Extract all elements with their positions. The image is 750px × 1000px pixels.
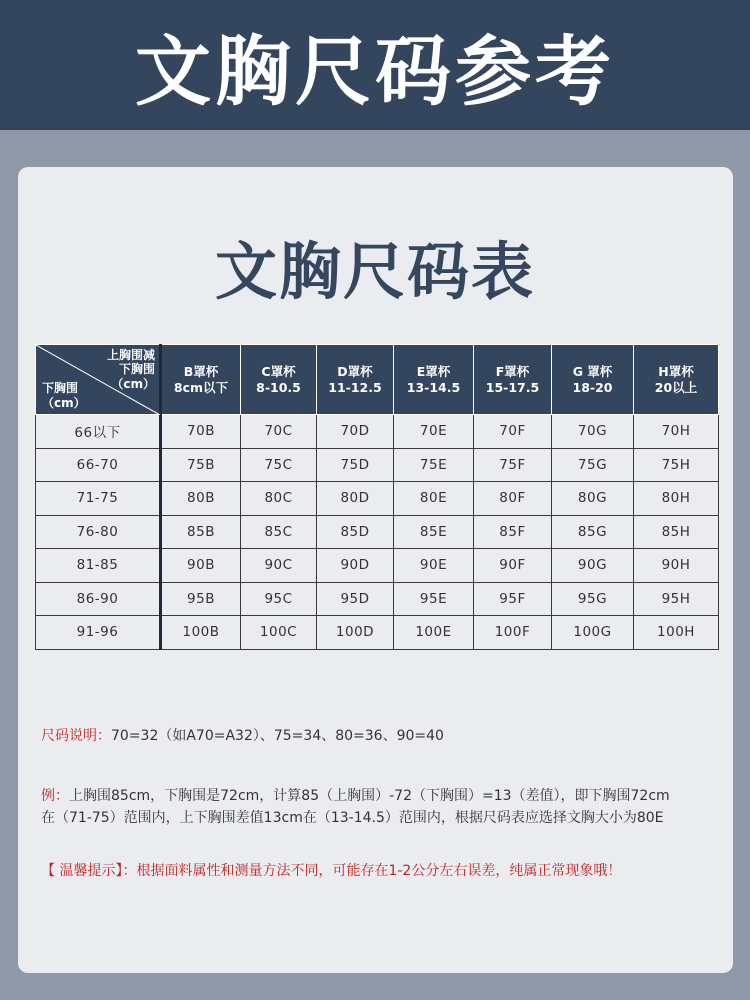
- cup-header-d: D罩杯 11-12.5: [317, 345, 394, 415]
- size-cell: 95H: [634, 582, 719, 616]
- size-cell: 80B: [161, 482, 241, 516]
- table-header-row: [36, 345, 719, 415]
- corner-bottom-label: [42, 381, 86, 410]
- size-cell: 80F: [474, 482, 552, 516]
- underbust-cell: 86-90: [36, 582, 161, 616]
- example-label: 例：: [41, 788, 69, 804]
- size-cell: 75H: [634, 448, 719, 482]
- size-cell: 75F: [474, 448, 552, 482]
- corner-top-line: 下胸围: [118, 362, 155, 377]
- size-cell: 80H: [634, 482, 719, 516]
- underbust-cell: 76-80: [36, 515, 161, 549]
- example-text-1: 上胸围85cm，下胸围是72cm，计算85（上胸围）-72（下胸围）=13（差值），即下胸围72cm: [69, 788, 670, 804]
- size-cell: 95B: [161, 582, 241, 616]
- header-banner: [0, 0, 750, 130]
- cup-header-g: G 罩杯 18-20: [552, 345, 634, 415]
- size-cell: 85D: [317, 515, 394, 549]
- size-cell: 70F: [474, 415, 552, 449]
- underbust-cell: 71-75: [36, 482, 161, 516]
- size-cell: 70B: [161, 415, 241, 449]
- size-cell: 90G: [552, 549, 634, 583]
- size-cell: 85E: [394, 515, 474, 549]
- size-cell: 90H: [634, 549, 719, 583]
- size-cell: 70C: [241, 415, 317, 449]
- size-cell: 75D: [317, 448, 394, 482]
- table-row: [36, 515, 719, 549]
- chart-title: 文胸尺码表: [214, 235, 535, 308]
- size-cell: 80D: [317, 482, 394, 516]
- size-cell: 95D: [317, 582, 394, 616]
- size-cell: 100D: [317, 616, 394, 650]
- table-row: [36, 582, 719, 616]
- corner-bottom-line: （cm）: [42, 395, 86, 410]
- underbust-cell: 81-85: [36, 549, 161, 583]
- size-cell: 90B: [161, 549, 241, 583]
- size-cell: 90E: [394, 549, 474, 583]
- table-row: [36, 415, 719, 449]
- size-cell: 100H: [634, 616, 719, 650]
- size-cell: 95F: [474, 582, 552, 616]
- size-cell: 100E: [394, 616, 474, 650]
- size-cell: 100C: [241, 616, 317, 650]
- size-cell: 80G: [552, 482, 634, 516]
- size-cell: 75B: [161, 448, 241, 482]
- underbust-cell: 91-96: [36, 616, 161, 650]
- table-row: [36, 616, 719, 650]
- size-cell: 100B: [161, 616, 241, 650]
- size-cell: 85B: [161, 515, 241, 549]
- size-cell: 85H: [634, 515, 719, 549]
- table-row: [36, 549, 719, 583]
- size-cell: 70E: [394, 415, 474, 449]
- cup-header-c: C罩杯 8-10.5: [241, 345, 317, 415]
- corner-top-line: （cm）: [111, 376, 155, 391]
- size-cell: 100G: [552, 616, 634, 650]
- size-cell: 80C: [241, 482, 317, 516]
- size-cell: 95C: [241, 582, 317, 616]
- size-cell: 90C: [241, 549, 317, 583]
- size-cell: 80E: [394, 482, 474, 516]
- size-cell: 75G: [552, 448, 634, 482]
- table-row: [36, 448, 719, 482]
- size-cell: 70D: [317, 415, 394, 449]
- bra-size-table: [35, 344, 719, 650]
- size-explanation-text: 70=32（如A70=A32）、75=34、80=36、90=40: [111, 728, 444, 744]
- size-cell: 75E: [394, 448, 474, 482]
- size-cell: 95E: [394, 582, 474, 616]
- size-cell: 100F: [474, 616, 552, 650]
- cup-header-h: H罩杯 20以上: [634, 345, 719, 415]
- example-line-2: [41, 807, 664, 827]
- size-cell: 90D: [317, 549, 394, 583]
- table-row: [36, 482, 719, 516]
- diagonal-header-cell: [36, 345, 161, 415]
- corner-top-line: 上胸围减: [106, 348, 155, 362]
- warning-note: 【 温馨提示】：根据面料属性和测量方法不同，可能存在1-2公分左右误差，纯属正常现象哦！: [41, 863, 622, 879]
- page-title: 文胸尺码参考: [135, 26, 615, 116]
- underbust-cell: 66以下: [36, 415, 161, 449]
- example-line-1: [41, 785, 670, 805]
- size-explanation-label: 尺码说明：: [41, 728, 111, 744]
- size-cell: 70H: [634, 415, 719, 449]
- size-cell: 85G: [552, 515, 634, 549]
- size-cell: 95G: [552, 582, 634, 616]
- size-cell: 85C: [241, 515, 317, 549]
- corner-bottom-line: 下胸围: [42, 381, 79, 396]
- underbust-cell: 66-70: [36, 448, 161, 482]
- size-cell: 70G: [552, 415, 634, 449]
- size-cell: 85F: [474, 515, 552, 549]
- cup-header-e: E罩杯 13-14.5: [394, 345, 474, 415]
- size-cell: 75C: [241, 448, 317, 482]
- cup-header-b: B罩杯 8cm以下: [161, 345, 241, 415]
- corner-top-label: [107, 348, 155, 391]
- size-explanation: [41, 725, 444, 745]
- cup-header-f: F罩杯 15-17.5: [474, 345, 552, 415]
- size-cell: 90F: [474, 549, 552, 583]
- example-text-2: 在（71-75）范围内，上下胸围差值13cm在（13-14.5）范围内，根据尺码表应选择文胸大小为80E: [41, 810, 664, 826]
